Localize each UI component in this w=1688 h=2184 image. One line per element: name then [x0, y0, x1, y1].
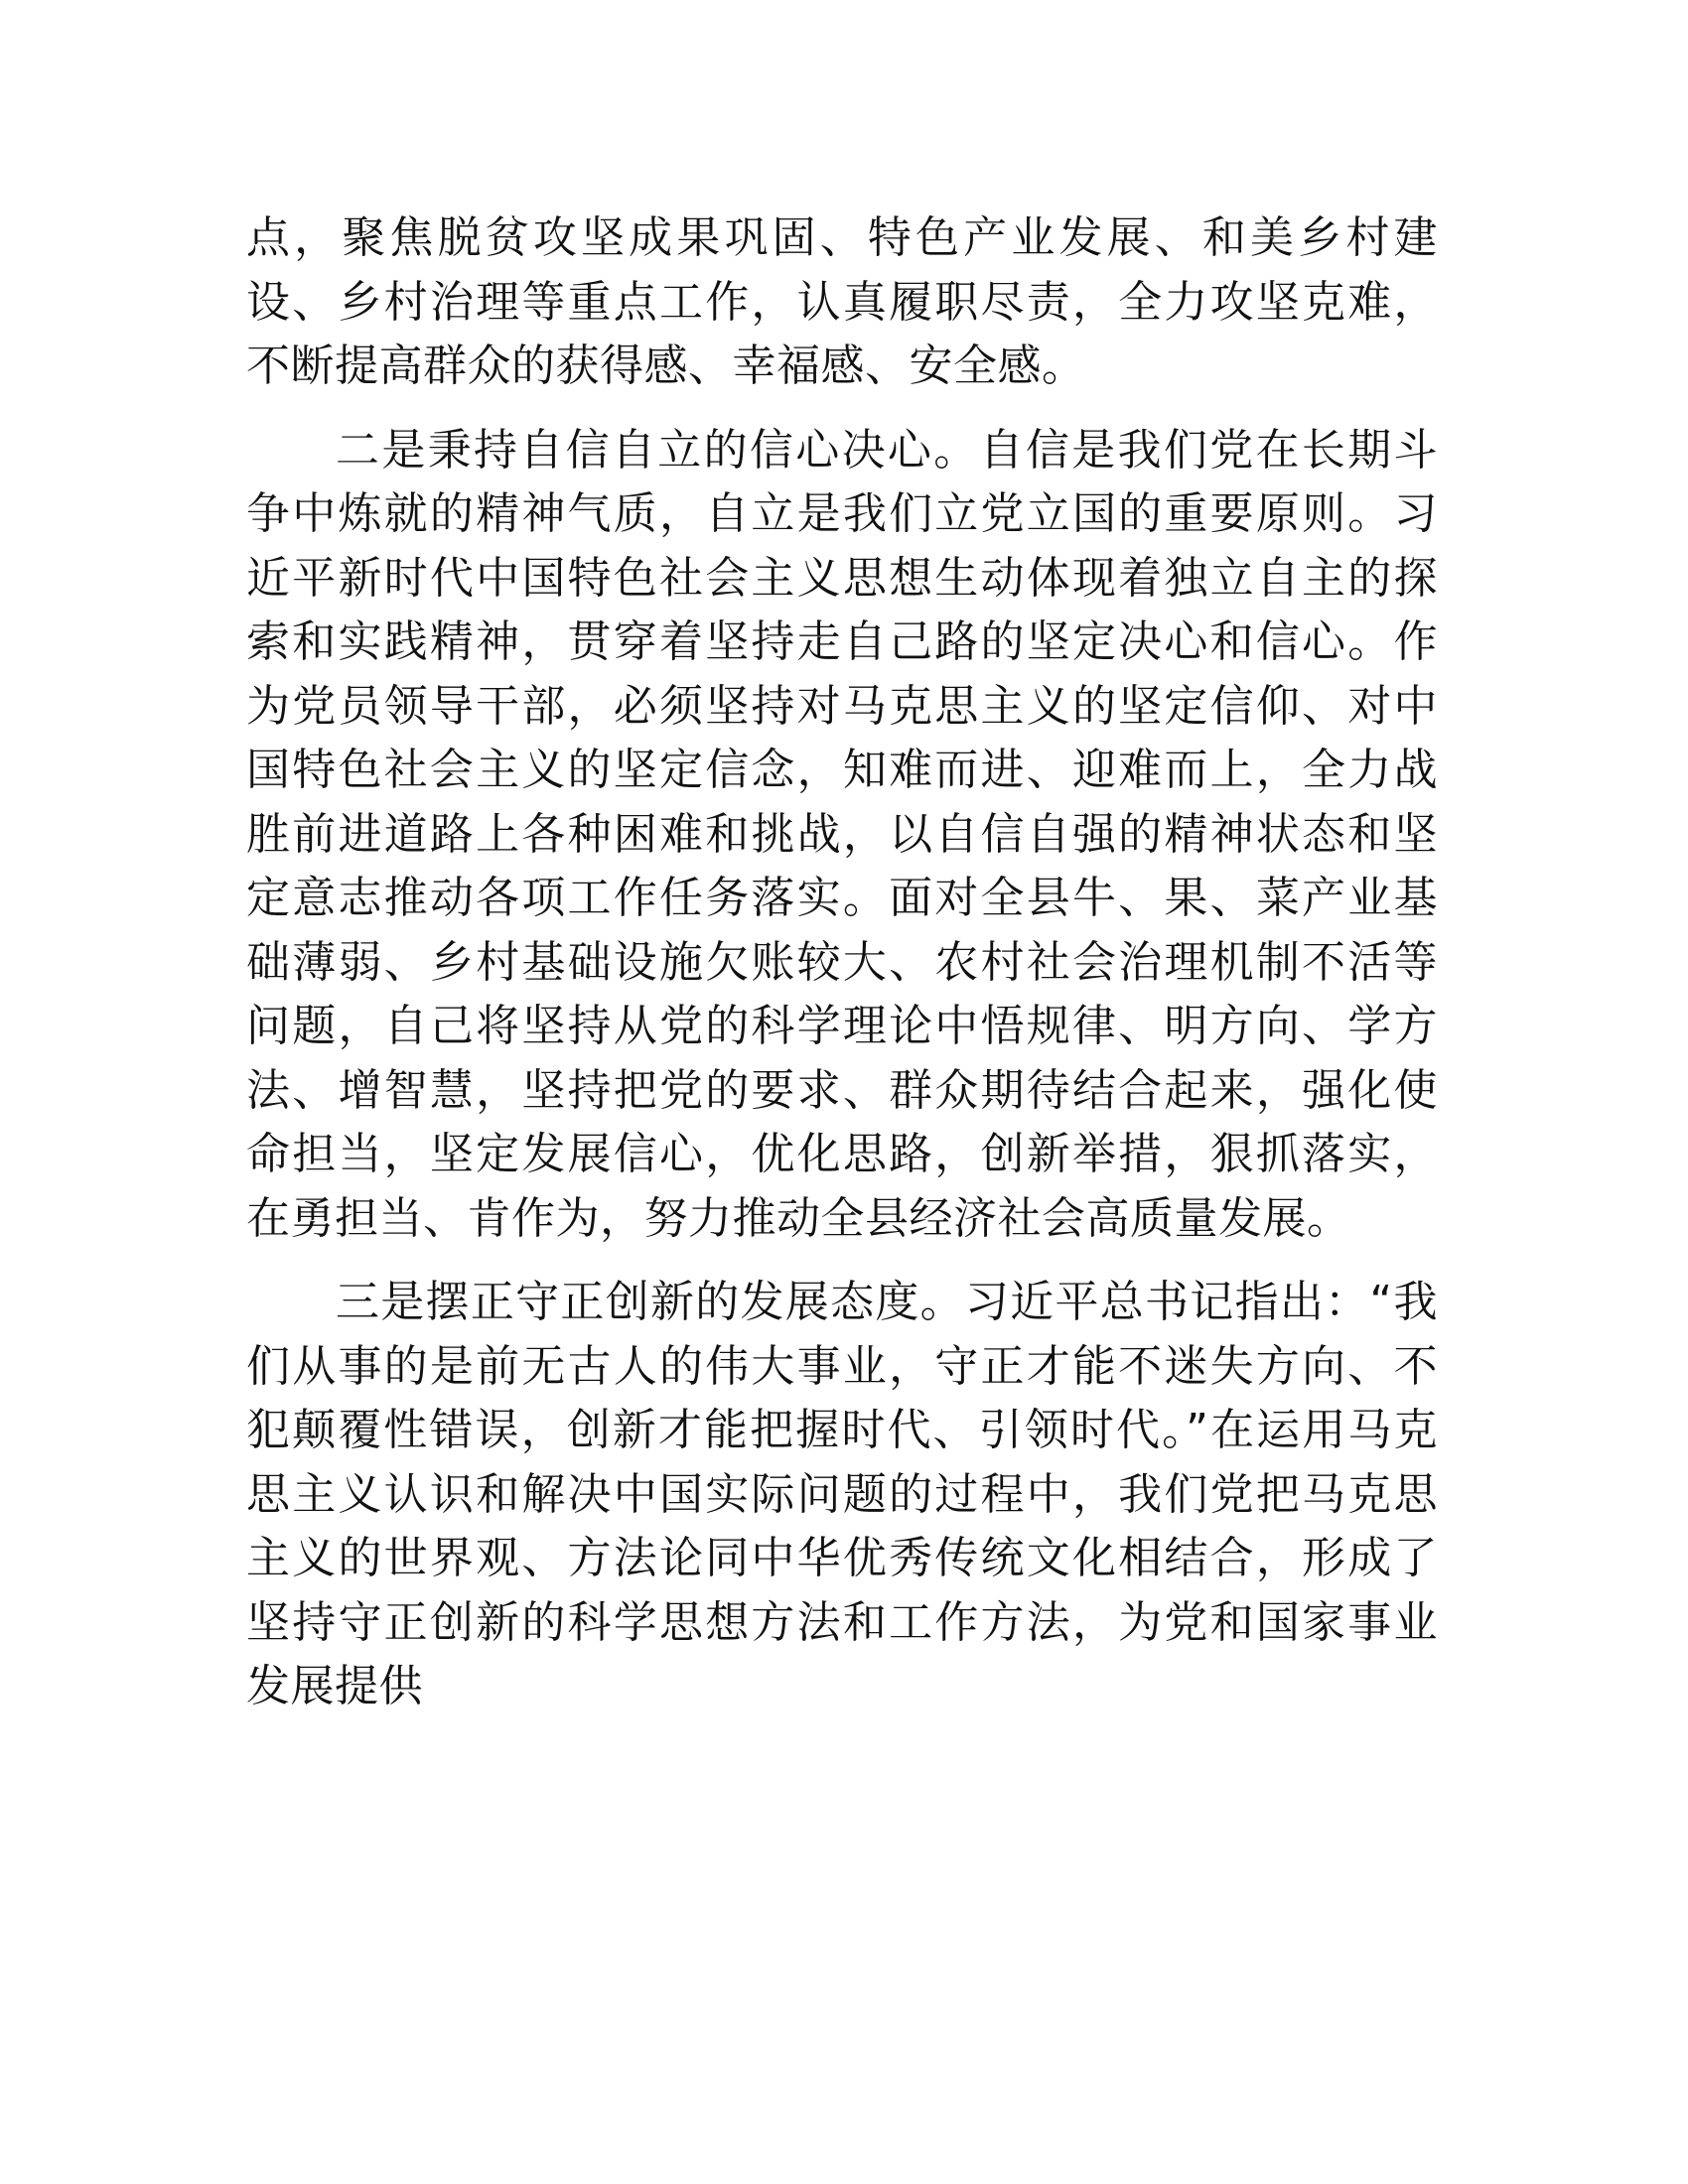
paragraph-1: 点，聚焦脱贫攻坚成果巩固、特色产业发展、和美乡村建设、乡村治理等重点工作，认真履职尽责，全力攻坚克难，不断提高群众的获得感、幸福感、安全感。: [246, 212, 1438, 391]
paragraph-2: 二是秉持自信自立的信心决心。自信是我们党在长期斗争中炼就的精神气质，自立是我们立党立国的重要原则。习近平新时代中国特色社会主义思想生动体现着独立自主的探索和实践精神，贯穿着坚持走自己路的坚定决心和信心。作为党员领导干部，必须坚持对马克思主义的坚定信仰、对中国特色社会主义的坚定信念，知难而进、迎难而上，全力战胜前进道路上各种困难和挑战，以自信自强的精神状态和坚定意志推动各项工作任务落实。面对全县牛、果、菜产业基础薄弱、乡村基础设施欠账较大、农村社会治理机制不活等问题，自己将坚持从党的科学理论中悟规律、明方向、学方法、增智慧，坚持把党的要求、群众期待结合起来，强化使命担当，坚定发展信心，优化思路，创新举措，狠抓落实，在勇担当、肯作为，努力推动全县经济社会高质量发展。: [246, 424, 1438, 1244]
paragraph-3: 三是摆正守正创新的发展态度。习近平总书记指出：“我们从事的是前无古人的伟大事业，守正才能不迷失方向、不犯颠覆性错误，创新才能把握时代、引领时代。”在运用马克思主义认识和解决中国实际问题的过程中，我们党把马克思主义的世界观、方法论同中华优秀传统文化相结合，形成了坚持守正创新的科学思想方法和工作方法，为党和国家事业发展提供: [246, 1277, 1438, 1711]
body-text: [246, 206, 1438, 1739]
